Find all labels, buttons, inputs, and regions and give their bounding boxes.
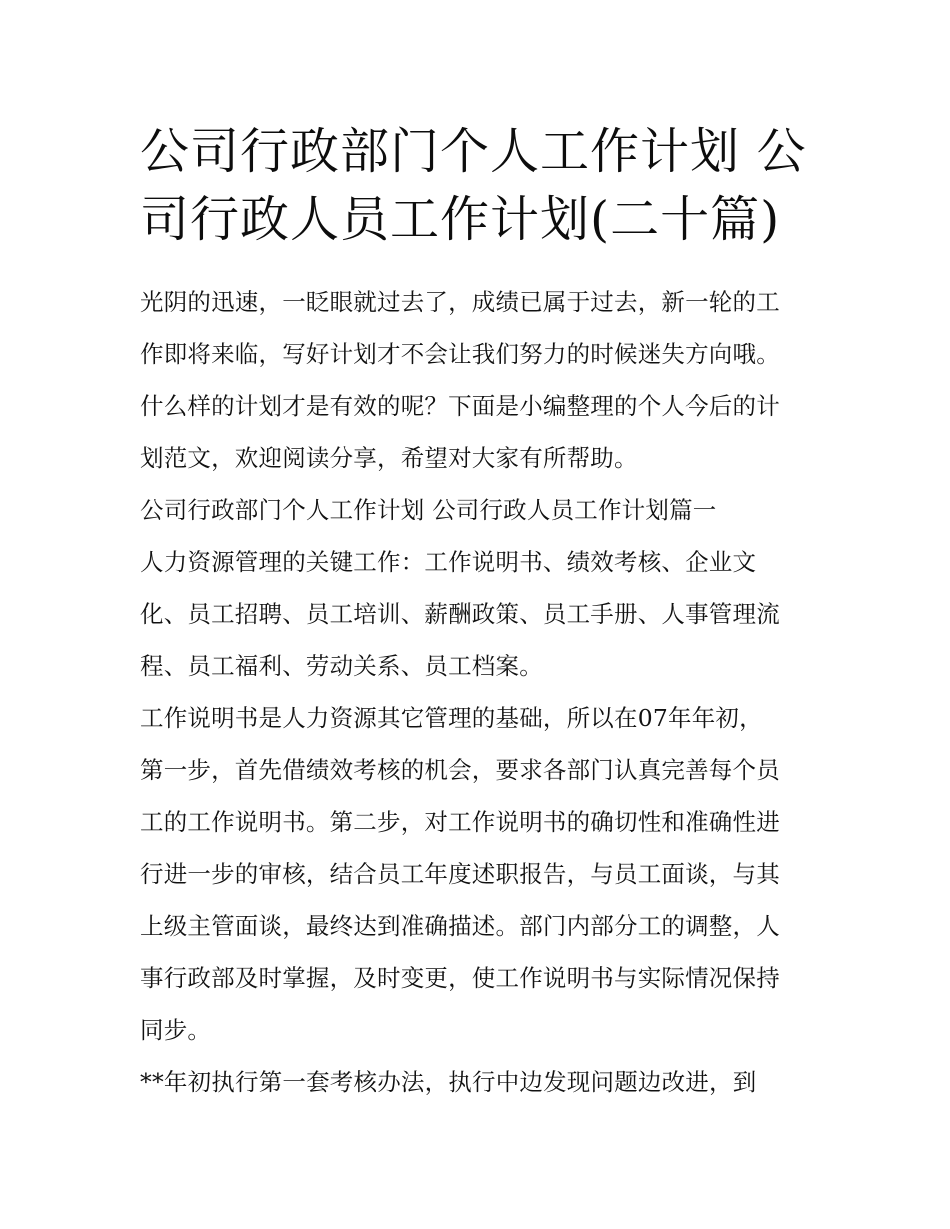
paragraph-line: 事行政部及时掌握，及时变更，使工作说明书与实际情况保持 <box>140 964 780 992</box>
section-heading: 公司行政部门个人工作计划 公司行政人员工作计划篇一 <box>140 496 717 524</box>
paragraph-line: **年初执行第一套考核办法，执行中边发现问题边改进，到 <box>140 1068 757 1096</box>
paragraph-line: 上级主管面谈，最终达到准确描述。部门内部分工的调整，人 <box>140 912 780 940</box>
paragraph-line: 第一步，首先借绩效考核的机会，要求各部门认真完善每个员 <box>140 756 780 784</box>
paragraph-line: 工的工作说明书。第二步，对工作说明书的确切性和准确性进 <box>140 808 780 836</box>
intro-paragraph-line: 划范文，欢迎阅读分享，希望对大家有所帮助。 <box>140 444 638 472</box>
document-title <box>140 118 820 254</box>
intro-paragraph-line: 作即将来临，写好计划才不会让我们努力的时候迷失方向哦。 <box>140 340 780 368</box>
title-line: 司行政人员工作计划(二十篇) <box>140 191 781 248</box>
paragraph-line: 人力资源管理的关键工作：工作说明书、绩效考核、企业文 <box>140 548 757 576</box>
paragraph-line: 程、员工福利、劳动关系、员工档案。 <box>140 652 543 680</box>
paragraph-line: 行进一步的审核，结合员工年度述职报告，与员工面谈，与其 <box>140 860 780 888</box>
title-line: 公司行政部门个人工作计划 公 <box>140 123 807 180</box>
intro-paragraph-line: 什么样的计划才是有效的呢？下面是小编整理的个人今后的计 <box>140 392 780 420</box>
intro-paragraph-line: 光阴的迅速，一眨眼就过去了，成绩已属于过去，新一轮的工 <box>140 288 780 316</box>
paragraph-line: 工作说明书是人力资源其它管理的基础，所以在07年年初， <box>140 704 763 732</box>
paragraph-line: 同步。 <box>140 1016 212 1044</box>
paragraph-line: 化、员工招聘、员工培训、薪酬政策、员工手册、人事管理流 <box>140 600 780 628</box>
